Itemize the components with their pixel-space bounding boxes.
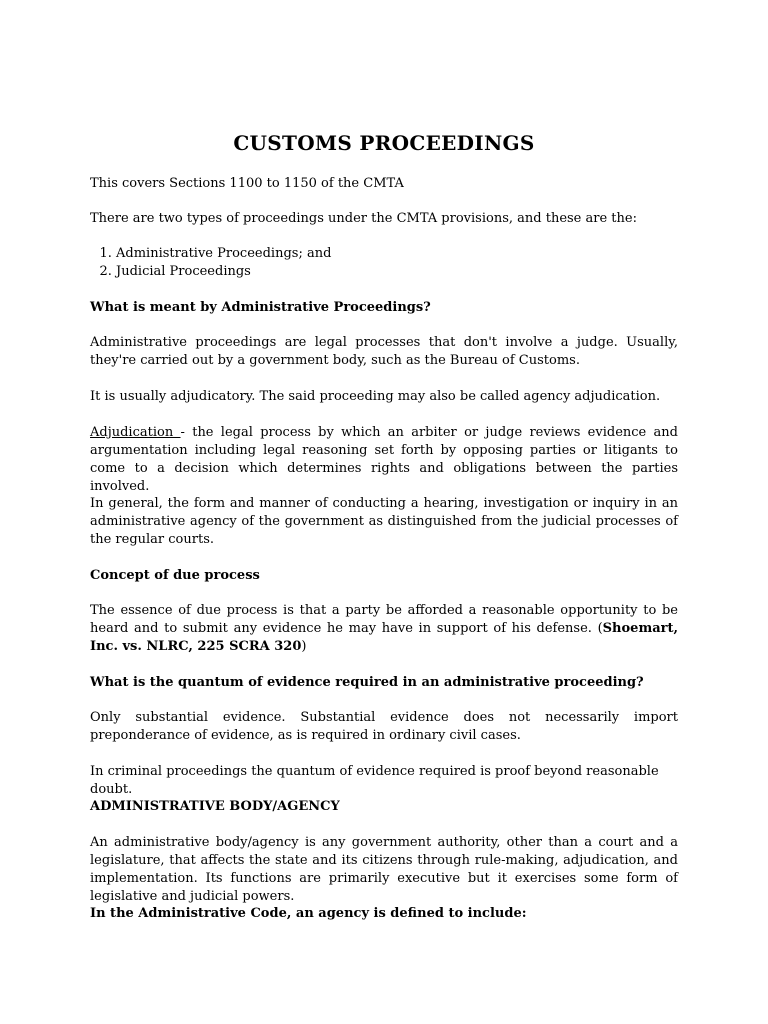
- heading-admin-proceedings: What is meant by Administrative Proceedings?: [90, 300, 431, 315]
- adjudication-definition-text: - the legal process by which an arbiter or judge reviews evidence and argumentation including legal reasoning set forth by opposing parties or litigants to come to a decision which determines rights and obligations between the parties involved.: [90, 425, 678, 494]
- heading-quantum-evidence: What is the quantum of evidence required in an administrative proceeding?: [90, 675, 644, 690]
- para-criminal-proceedings: In criminal proceedings the quantum of evidence required is proof beyond reasonable doubt.: [90, 764, 659, 797]
- due-process-end: ): [301, 639, 307, 654]
- document-title: CUSTOMS PROCEEDINGS: [233, 131, 535, 155]
- intro-types: There are two types of proceedings under the CMTA provisions, and these are the:: [90, 211, 637, 226]
- para-due-process: [90, 602, 678, 656]
- para-substantial-evidence: Only substantial evidence. Substantial evidence does not necessarily import preponderance of evidence, as is required in ordinary civil cases.: [90, 710, 678, 743]
- para-adjudicatory: It is usually adjudicatory. The said proceeding may also be called agency adjudication.: [90, 389, 661, 404]
- para-general-form: In general, the form and manner of conducting a hearing, investigation or inquiry in an administrative agency of the government as distinguished from the judicial processes of the regular courts.: [90, 496, 678, 547]
- para-admin-definition: Administrative proceedings are legal processes that don't involve a judge. Usually, they're carried out by a government body, such as the Bureau of Customs.: [90, 335, 678, 368]
- heading-administrative-code: In the Administrative Code, an agency is defined to include:: [90, 906, 527, 921]
- intro-sections: This covers Sections 1100 to 1150 of the CMTA: [90, 176, 404, 191]
- para-administrative-body: An administrative body/agency is any government authority, other than a court and a legislature, that affects the state and its citizens through rule-making, adjudication, and implementation. Its functions are primarily executive but it exercises some form of legislative and judicial powers.: [90, 835, 678, 904]
- heading-administrative-body: ADMINISTRATIVE BODY/AGENCY: [90, 799, 340, 814]
- due-process-text: The essence of due process is that a party be afforded a reasonable opportunity to be heard and to submit any evidence he may have in support of his defense. (: [90, 603, 678, 636]
- para-adjudication-definition: [90, 424, 678, 496]
- heading-due-process: Concept of due process: [90, 568, 260, 583]
- list-item: 1. Administrative Proceedings; and: [116, 245, 676, 263]
- list-item: 2. Judicial Proceedings: [116, 263, 676, 281]
- adjudication-term: Adjudication: [90, 425, 181, 440]
- due-process-citation: Shoemart, Inc. vs. NLRC, 225 SCRA 320: [90, 621, 678, 654]
- proceedings-list: [90, 245, 676, 281]
